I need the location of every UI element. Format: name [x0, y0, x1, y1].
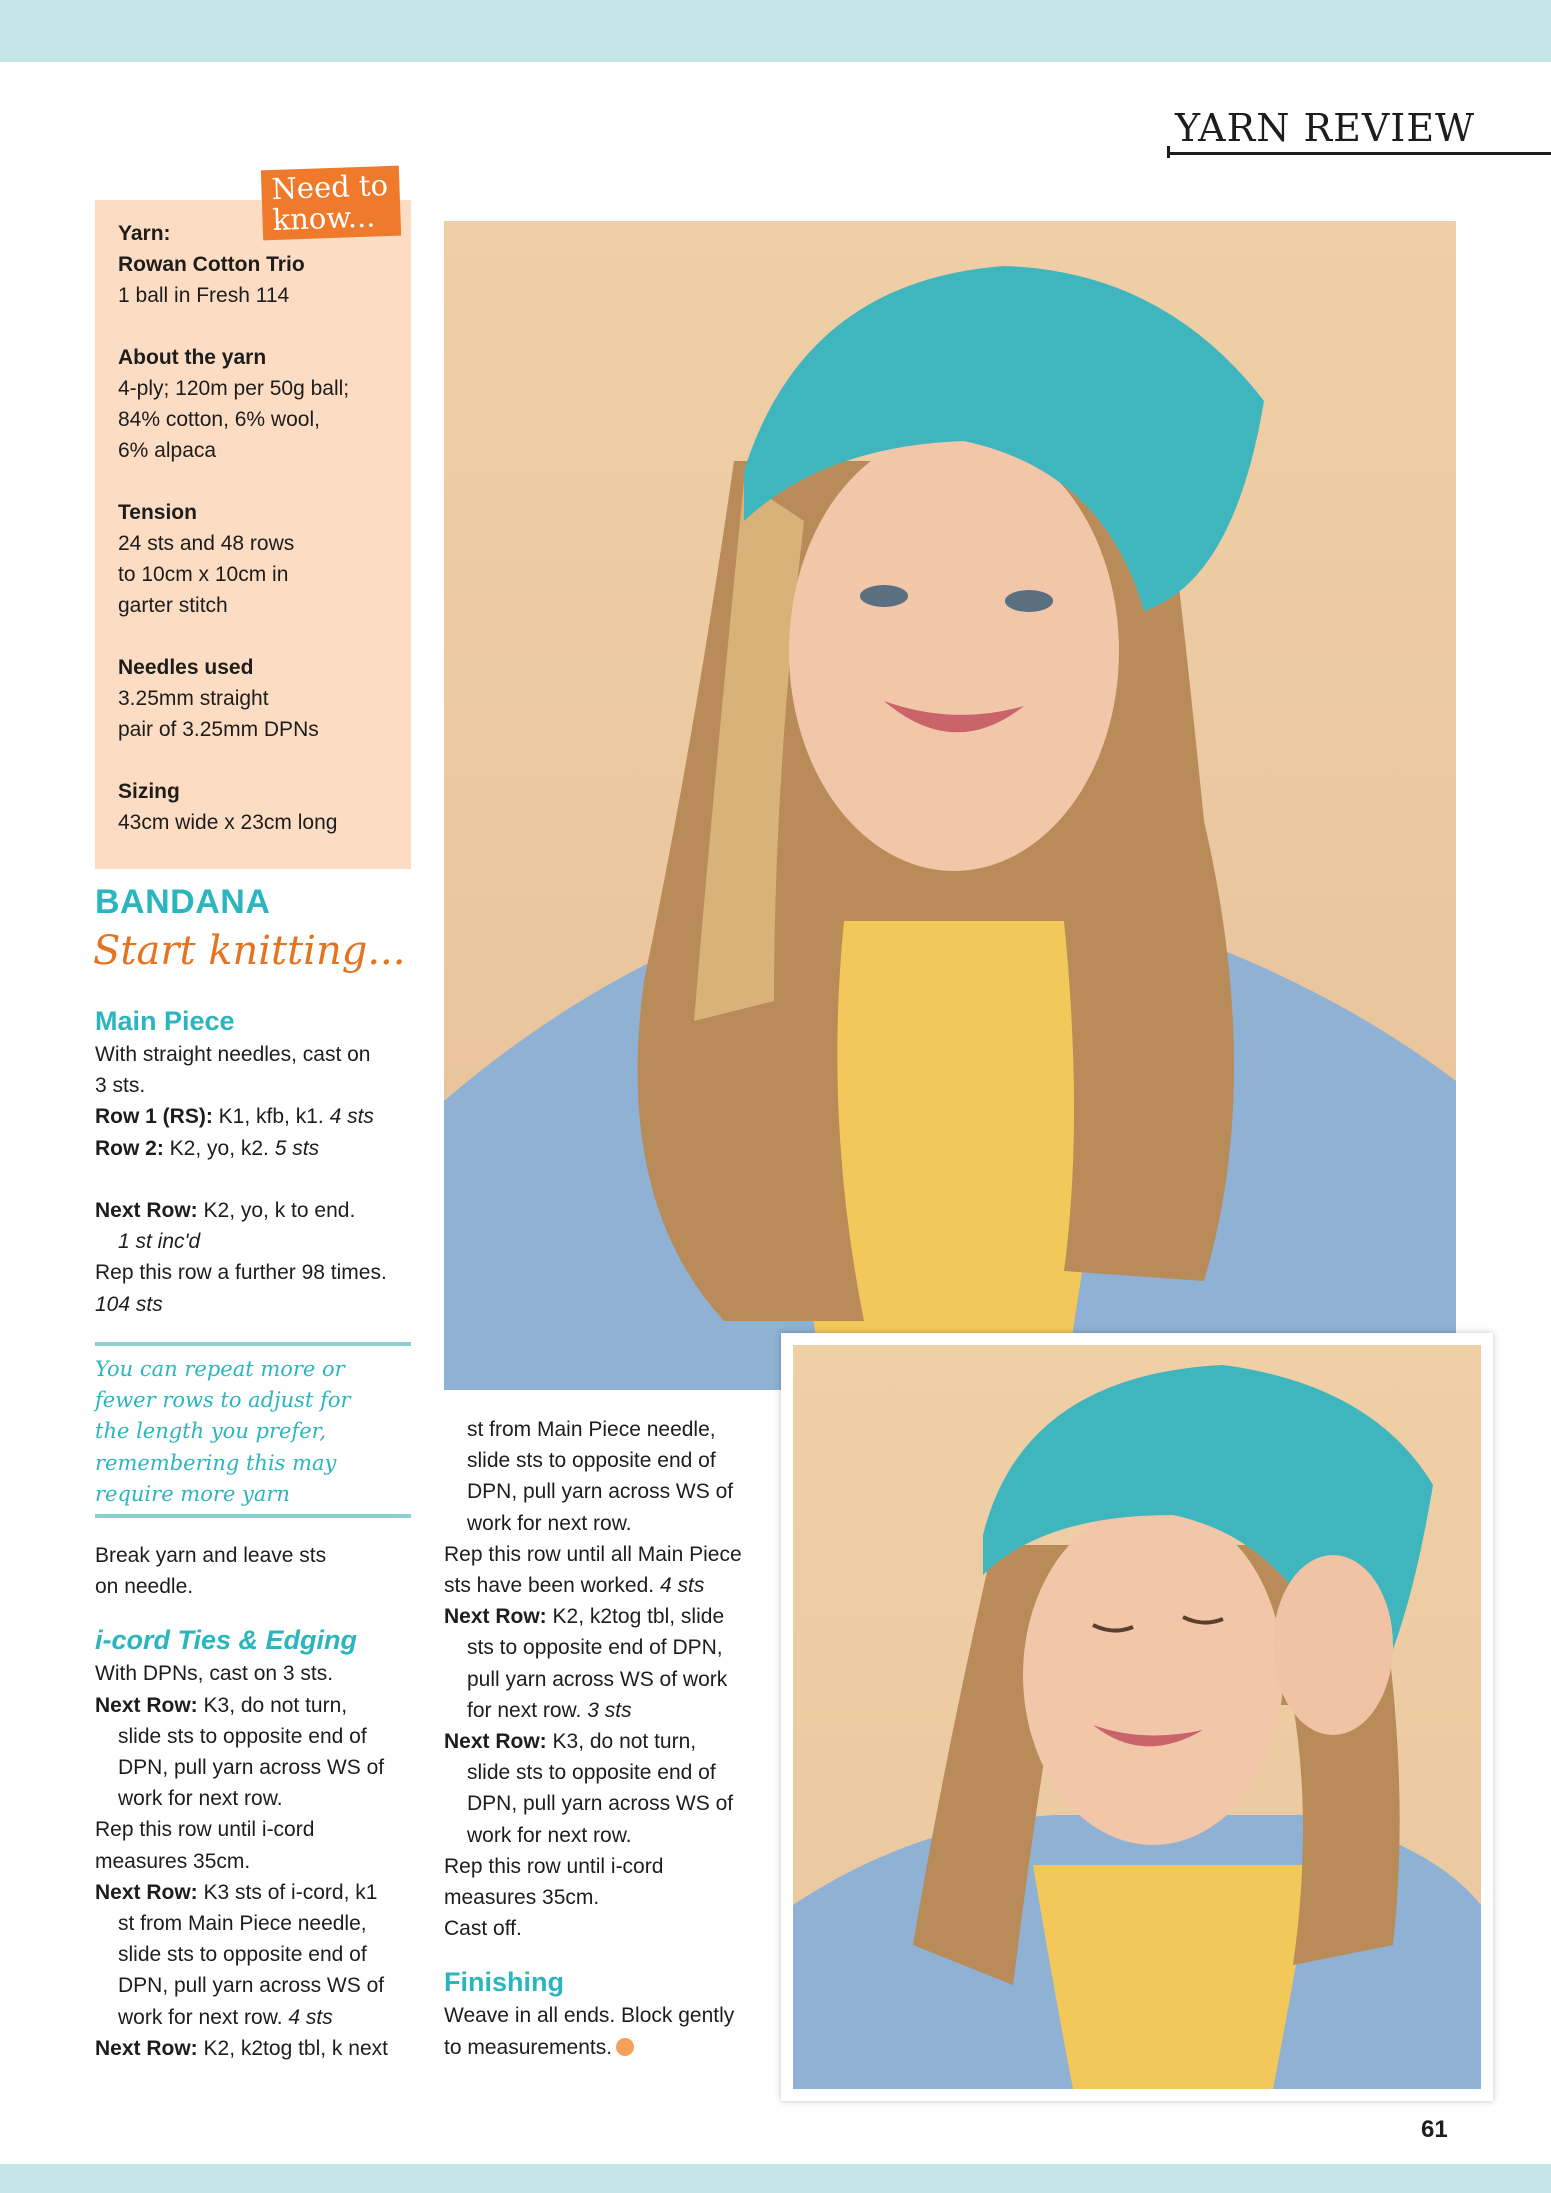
row-label: Next Row:	[95, 1199, 198, 1222]
instruction-line: work for next row.	[118, 1787, 283, 1811]
instruction-line: work for next row.	[467, 1823, 632, 1847]
row-text: K3, do not turn,	[546, 1730, 697, 1754]
main-piece-heading: Main Piece	[95, 1006, 235, 1036]
instruction-line: measures 35cm.	[444, 1886, 600, 1910]
instruction-line: measures 35cm.	[95, 1849, 251, 1873]
instruction-line	[444, 1695, 774, 1726]
finishing-heading: Finishing	[444, 1967, 564, 1998]
instruction-line: Weave in all ends. Block gently	[444, 2004, 735, 2028]
info-line: 84% cotton, 6% wool,	[118, 408, 320, 431]
instruction-line: Cast off.	[444, 1917, 522, 1941]
info-group-tension	[118, 497, 393, 621]
info-heading: Needles used	[118, 656, 254, 679]
row-text: K3, do not turn,	[197, 1693, 348, 1717]
info-line: to 10cm x 10cm in	[118, 563, 289, 586]
instruction-line: sts to opposite end of DPN,	[467, 1636, 723, 1660]
instruction-line	[95, 2002, 425, 2033]
row-label: Next Row:	[95, 1880, 198, 1904]
instruction-line	[95, 2033, 425, 2064]
info-line: 1 ball in Fresh 114	[118, 284, 290, 307]
row-label: Next Row:	[444, 1605, 547, 1629]
stitch-note: 1 st inc'd	[118, 1230, 201, 1254]
main-photo	[444, 221, 1456, 1390]
instruction-line: Rep this row until i-cord	[95, 1818, 315, 1842]
tip-line: remembering this may	[95, 1450, 337, 1475]
top-band	[0, 0, 1551, 62]
row-label: Next Row:	[444, 1730, 547, 1754]
info-line: garter stitch	[118, 594, 228, 617]
row-text: K2, yo, k to end.	[197, 1199, 356, 1222]
tip-line: require more yarn	[95, 1481, 290, 1506]
row-label: Next Row:	[95, 1693, 198, 1717]
info-heading: Tension	[118, 501, 197, 524]
instruction-line: slide sts to opposite end of	[118, 1724, 367, 1748]
inset-photo-illustration	[793, 1345, 1481, 2089]
instruction-line	[95, 1690, 425, 1721]
bottom-band	[0, 2164, 1551, 2193]
page-number: 61	[1421, 2116, 1448, 2143]
info-line: 4-ply; 120m per 50g ball;	[118, 377, 350, 400]
info-line: pair of 3.25mm DPNs	[118, 718, 319, 741]
row-text: K2, k2tog tbl, slide	[546, 1605, 725, 1629]
row-text: for next row.	[467, 1698, 588, 1722]
instruction-line: Rep this row until i-cord	[444, 1854, 664, 1878]
section-tag: YARN REVIEW	[1175, 106, 1476, 150]
main-piece-section	[95, 1003, 415, 1320]
instruction-line: DPN, pull yarn across WS of	[467, 1792, 734, 1816]
instruction-line: With straight needles, cast on	[95, 1043, 371, 1066]
row-label: Row 2:	[95, 1136, 164, 1160]
instruction-line: slide sts to opposite end of	[118, 1943, 367, 1967]
info-line: 24 sts and 48 rows	[118, 532, 295, 555]
instruction-line	[95, 1195, 415, 1226]
info-heading: About the yarn	[118, 346, 267, 369]
row-text: K2, yo, k2.	[163, 1136, 275, 1160]
instruction-line	[95, 1289, 415, 1320]
info-line: 43cm wide x 23cm long	[118, 811, 338, 834]
need-to-know-box	[95, 200, 411, 869]
tip-line: the length you prefer,	[95, 1419, 327, 1444]
info-line: 6% alpaca	[118, 439, 217, 462]
instruction-line: 3 sts.	[95, 1074, 146, 1098]
main-photo-illustration	[444, 221, 1456, 1390]
row-text: work for next row.	[118, 2005, 289, 2029]
instruction-line	[95, 1877, 425, 1908]
tip-line: fewer rows to adjust for	[95, 1388, 351, 1413]
pattern-subtitle: Start knitting...	[93, 928, 406, 974]
pattern-title: BANDANA	[95, 883, 271, 921]
instruction-line: pull yarn across WS of work	[467, 1667, 728, 1691]
info-heading: Yarn:	[118, 222, 171, 245]
row-text: K2, k2tog tbl, k next	[197, 2036, 388, 2060]
inset-photo	[793, 1345, 1481, 2089]
tag-line: know...	[271, 199, 376, 238]
instruction-line: DPN, pull yarn across WS of	[467, 1480, 734, 1504]
instruction-line	[95, 1133, 415, 1164]
row-text: sts have been worked.	[444, 1574, 660, 1598]
instruction-line	[444, 1726, 774, 1757]
yarn-ball-icon	[616, 2038, 634, 2056]
instruction-line	[444, 1570, 774, 1601]
info-line: Rowan Cotton Trio	[118, 253, 305, 276]
instruction-line: DPN, pull yarn across WS of	[118, 1974, 385, 1998]
instruction-line: on needle.	[95, 1575, 194, 1599]
tip-box	[95, 1342, 411, 1518]
info-group-sizing	[118, 776, 393, 838]
instruction-line: Break yarn and leave sts	[95, 1544, 327, 1567]
instruction-line: DPN, pull yarn across WS of	[118, 1756, 385, 1780]
instruction-line	[95, 1226, 415, 1257]
need-to-know-tag	[261, 166, 401, 241]
stitch-count: 4 sts	[329, 1105, 374, 1129]
stitch-count: 4 sts	[288, 2005, 333, 2029]
row-label: Row 1 (RS):	[95, 1105, 213, 1129]
instruction-line: work for next row.	[467, 1511, 632, 1535]
icord-section	[95, 1540, 425, 2064]
info-group-about	[118, 342, 393, 466]
instruction-line: Rep this row a further 98 times.	[95, 1261, 387, 1285]
instruction-line	[444, 2032, 774, 2063]
row-text: K3 sts of i-cord, k1	[197, 1880, 378, 1904]
instruction-line: With DPNs, cast on 3 sts.	[95, 1662, 334, 1686]
instruction-line: st from Main Piece needle,	[118, 1912, 367, 1936]
info-line: 3.25mm straight	[118, 687, 269, 710]
column-two	[444, 1414, 774, 2063]
instruction-line	[444, 1601, 774, 1632]
tag-line: Need to	[270, 168, 389, 207]
info-group-needles	[118, 652, 393, 745]
instruction-line: st from Main Piece needle,	[467, 1418, 716, 1441]
row-label: Next Row:	[95, 2036, 198, 2060]
stitch-count: 4 sts	[659, 1574, 705, 1598]
row-text: to measurements.	[444, 2035, 613, 2059]
section-rule	[1167, 152, 1551, 155]
tip-line: You can repeat more or	[95, 1357, 345, 1381]
instruction-line: slide sts to opposite end of	[467, 1449, 716, 1473]
icord-heading: i-cord Ties & Edging	[95, 1625, 358, 1656]
stitch-count: 3 sts	[587, 1698, 632, 1722]
instruction-line: Rep this row until all Main Piece	[444, 1542, 742, 1566]
info-heading: Sizing	[118, 780, 180, 803]
row-text: K1, kfb, k1.	[212, 1105, 330, 1129]
stitch-count: 104 sts	[95, 1292, 163, 1316]
inset-photo-frame	[781, 1333, 1493, 2101]
instruction-line: slide sts to opposite end of	[467, 1761, 716, 1785]
instruction-line	[95, 1101, 415, 1132]
stitch-count: 5 sts	[274, 1136, 320, 1160]
